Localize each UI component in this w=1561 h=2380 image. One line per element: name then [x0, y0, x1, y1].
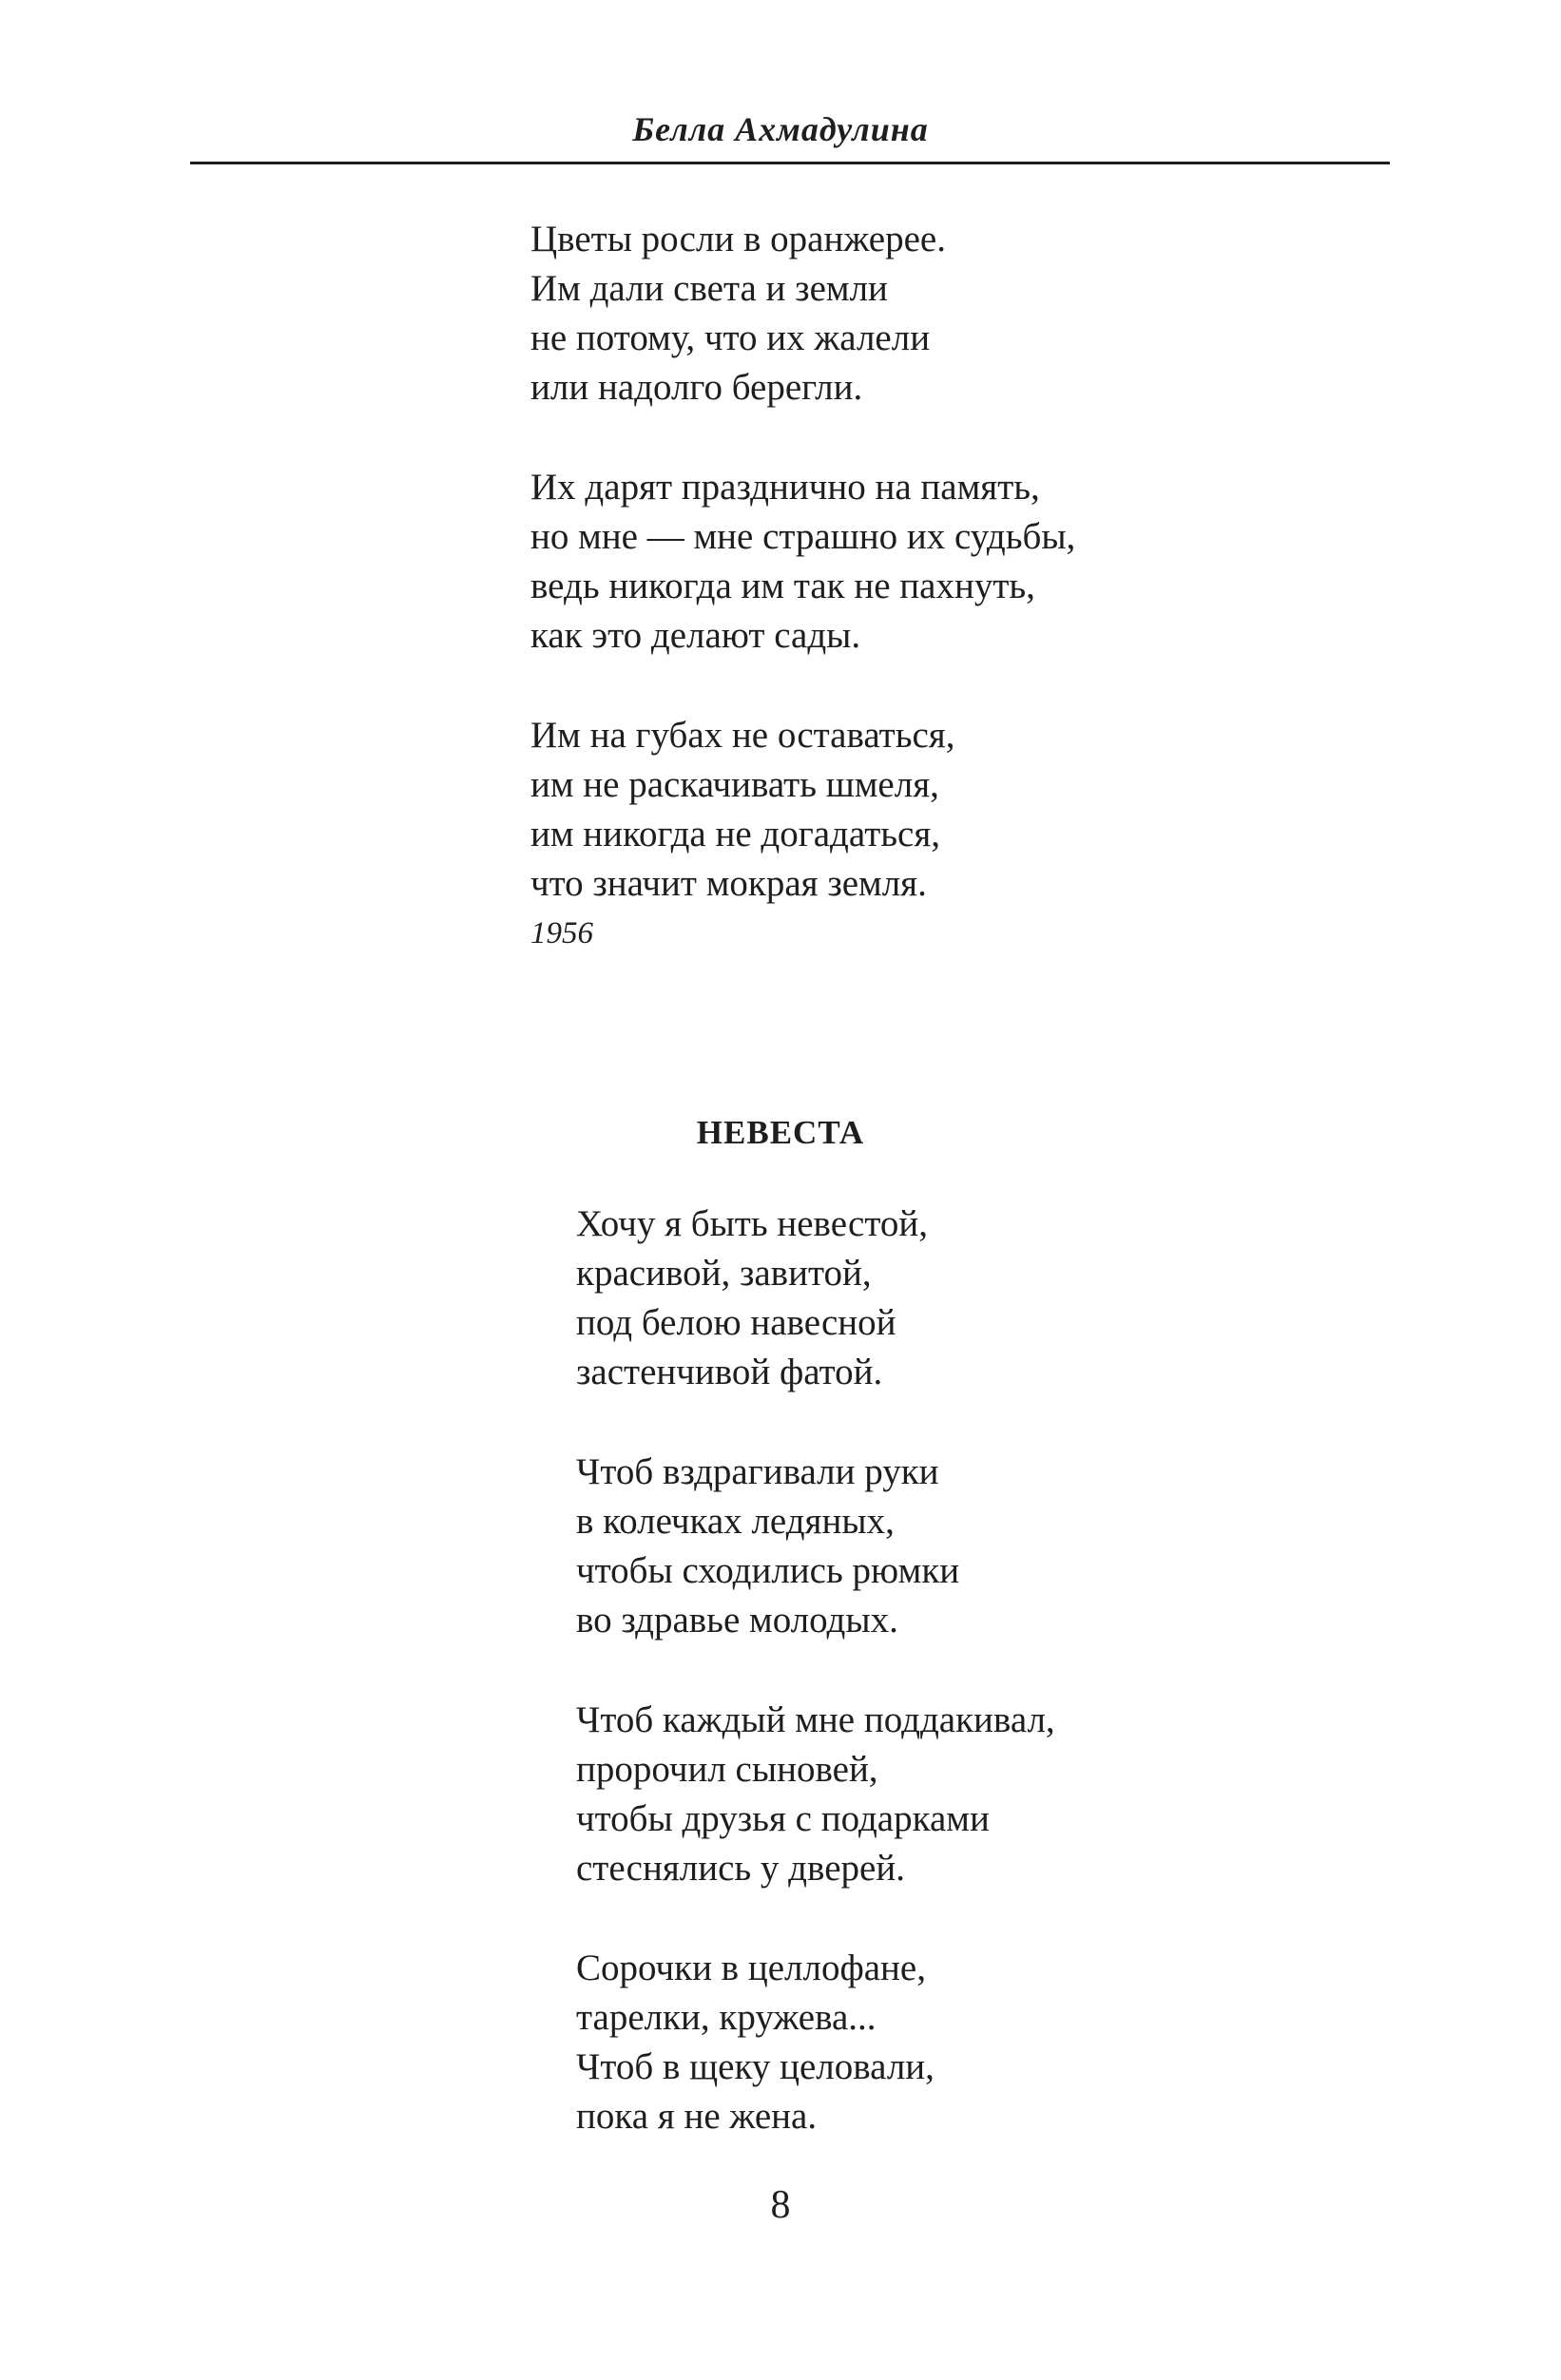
poem-line: во здравье молодых.: [576, 1600, 898, 1641]
poem-line: или надолго берегли.: [530, 367, 863, 408]
poem-title: НЕВЕСТА: [696, 1114, 865, 1151]
poem-line: чтобы друзья с подарками: [576, 1798, 990, 1839]
poem-line: Цветы росли в оранжерее.: [530, 219, 946, 259]
poem-line: Чтоб каждый мне поддакивал,: [576, 1699, 1055, 1740]
poem-line: чтобы сходились рюмки: [576, 1550, 960, 1591]
poem-line: ведь никогда им так не пахнуть,: [530, 566, 1035, 606]
poem-line: пока я не жена.: [576, 2096, 818, 2137]
poem-line: что значит мокрая земля.: [530, 863, 927, 904]
poem-line: тарелки, кружева...: [576, 1997, 877, 2038]
stanza: [576, 1448, 1055, 1645]
poem-line: пророчил сыновей,: [576, 1749, 878, 1790]
page-number: 8: [770, 2183, 791, 2227]
poem-flowers: [530, 215, 1075, 952]
poem-bride: [576, 1200, 1055, 2141]
poem-line: им не раскачивать шмеля,: [530, 764, 939, 805]
poem-line: застенчивой фатой.: [576, 1352, 883, 1392]
stanza: [530, 711, 1075, 909]
poem-line: Их дарят празднично на память,: [530, 467, 1040, 508]
poem-line: в колечках ледяных,: [576, 1501, 895, 1542]
stanza: [530, 215, 1075, 413]
poem-line: Чтоб вздрагивали руки: [576, 1451, 939, 1492]
poem-line: красивой, завитой,: [576, 1253, 872, 1294]
header-rule: [190, 162, 1390, 164]
poem-line: Сорочки в целлофане,: [576, 1948, 926, 1988]
poem-line: под белою навесной: [576, 1302, 896, 1343]
poem-line: Им на губах не оставаться,: [530, 715, 955, 756]
poem-line: им никогда не догадаться,: [530, 814, 941, 854]
stanza: [576, 1696, 1055, 1893]
stanza: [576, 1200, 1055, 1397]
running-head: Белла Ахмадулина: [632, 110, 929, 148]
poem-line: Им дали света и земли: [530, 268, 888, 309]
poem-line: Чтоб в щеку целовали,: [576, 2046, 935, 2087]
stanza: [576, 1944, 1055, 2141]
poem-line: как это делают сады.: [530, 615, 861, 656]
poem-line: но мне — мне страшно их судьбы,: [530, 516, 1076, 557]
poem-line: не потому, что их жалели: [530, 317, 931, 358]
poem-line: Хочу я быть невестой,: [576, 1203, 928, 1244]
stanza: [530, 463, 1075, 661]
poem-line: стеснялись у дверей.: [576, 1848, 905, 1889]
poem-date: 1956: [530, 916, 593, 950]
